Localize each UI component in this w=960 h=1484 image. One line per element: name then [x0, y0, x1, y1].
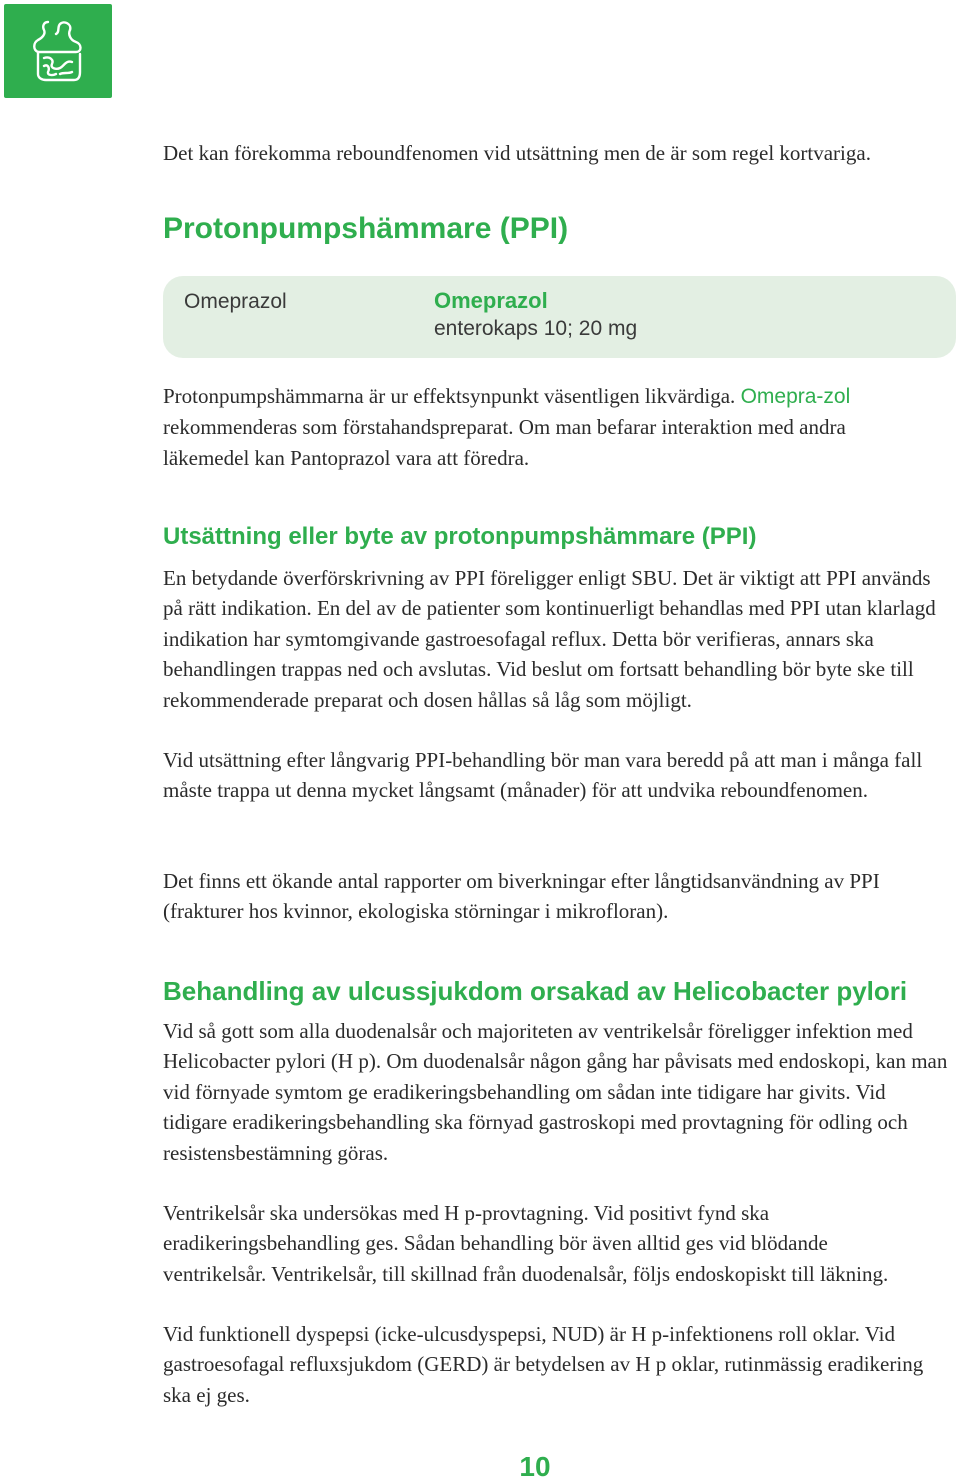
hp-paragraph-3: Vid funktionell dyspepsi (icke-ulcusdyspepsi, NUD) är H p-infektionens roll oklar. Vid gastroesofagal refluxsjukdom (GERD) är betydelsen av H p oklar, rutinmässig eradikering ska ej ges. [163, 1322, 924, 1407]
hp-paragraph-2: Ventrikelsår ska undersökas med H p-provtagning. Vid positivt fynd ska eradikeringsbehandling ges. Sådan behandling bör även alltid ges vid blödande ventrikelsår. Ventrikelsår, till skillnad från duodenalsår, följs endoskopiskt till läkning. [163, 1201, 889, 1286]
ppi-paragraph-part1: Protonpumpshämmarna är ur effektsynpunkt väsentligen likvärdiga. [163, 384, 741, 408]
drug-product-name: Omeprazol [434, 288, 548, 313]
intro-paragraph: Det kan förekomma reboundfenomen vid utsättning men de är som regel kortvariga. [163, 141, 871, 165]
withdrawal-paragraph-2: Vid utsättning efter långvarig PPI-behandling bör man vara beredd på att man i många fall måste trappa ut denna mycket långsamt (månader) för att undvika reboundfenomen. [163, 748, 923, 803]
withdrawal-paragraph-1: En betydande överförskrivning av PPI föreligger enligt SBU. Det är viktigt att PPI används på rätt indikation. En del av de patienter som kontinuerligt behandlas med PPI utan klarlagd indikation har symtomgivande gastroesofagal reflux. Detta bör verifieras, annars ska behandlingen trappas ned och avslutas. Vid beslut om fortsatt behandling bör byte ske till rekommenderade preparat och dosen hållas så låg som möjligt. [163, 566, 936, 712]
ppi-paragraph [163, 381, 925, 473]
intestine-icon [30, 18, 86, 84]
drug-product [434, 287, 637, 343]
withdrawal-paragraph-3: Det finns ett ökande antal rapporter om biverkningar efter långtidsanvändning av PPI (frakturer hos kvinnor, ekologiska störningar i mikrofloran). [163, 869, 880, 924]
omeprazol-highlight: Omepra-zol [740, 385, 851, 408]
hp-paragraph-1: Vid så gott som alla duodenalsår och majoriteten av ventrikelsår föreligger infektion med Helicobacter pylori (H p). Om duodenalsår någon gång har påvisats med endoskopi, kan man vid förnyade symtom ge eradikeringsbehandling om sådan inte tidigare har givits. Vid tidigare eradikeringsbehandling ska förnyad gastroskopi med provtagning för odling och resistensbestämning göras. [163, 1019, 948, 1165]
withdrawal-heading: Utsättning eller byte av protonpumpshämmare (PPI) [163, 523, 757, 550]
chapter-badge [4, 4, 112, 98]
drug-recommendation-box [163, 276, 956, 358]
ppi-heading: Protonpumpshämmare (PPI) [163, 212, 569, 245]
hp-heading: Behandling av ulcussjukdom orsakad av Helicobacter pylori [163, 976, 908, 1006]
drug-product-form: enterokaps 10; 20 mg [434, 317, 638, 340]
ppi-paragraph-part2: rekommenderas som förstahandspreparat. Om man befarar interaktion med andra läkemedel kan Pantoprazol vara att föredra. [163, 415, 846, 470]
page-number: 10 [519, 1451, 551, 1482]
drug-substance: Omeprazol [184, 290, 287, 313]
